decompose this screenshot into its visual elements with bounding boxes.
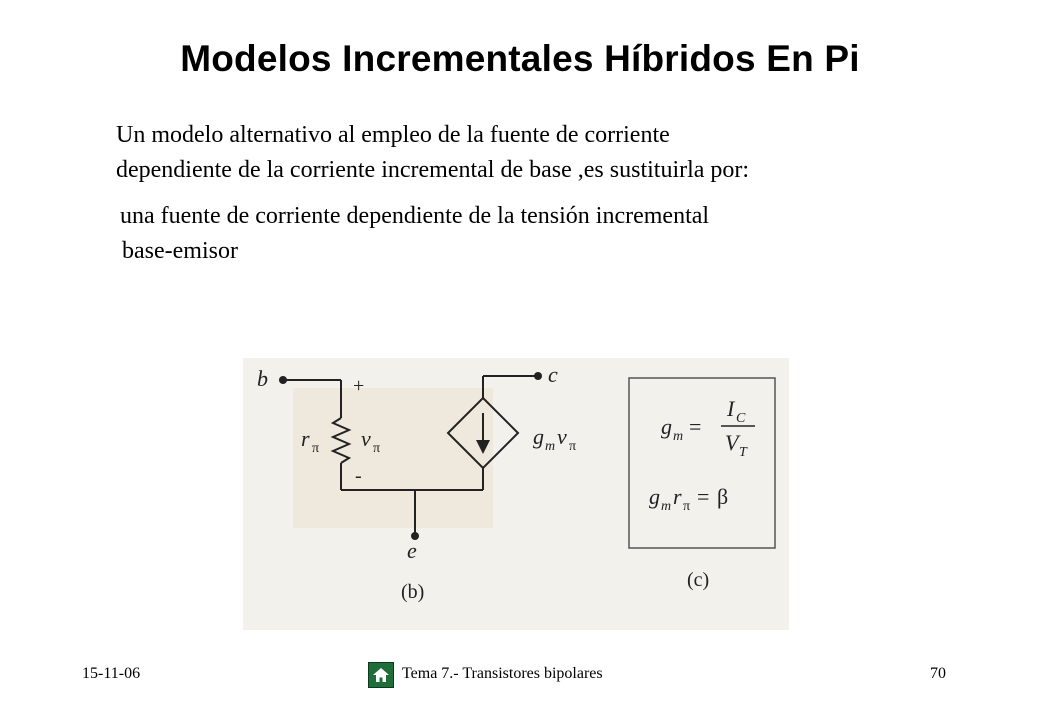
formula1-ic-sub: C <box>736 411 746 426</box>
home-button[interactable] <box>368 662 394 688</box>
formula2-beta: β <box>717 484 729 509</box>
formula1-vt-sub: T <box>739 445 747 460</box>
footer-title: Tema 7.- Transistores bipolares <box>402 665 603 682</box>
formula1-gm: g <box>661 414 672 439</box>
panel-label-b: (b) <box>401 581 425 603</box>
panel-label-c: (c) <box>687 569 710 591</box>
formula1-vt: V <box>725 430 739 455</box>
label-gm: g <box>533 424 544 449</box>
page-number: 70 <box>930 665 946 682</box>
label-gm-v: v <box>557 424 567 449</box>
formula2-gm: g <box>649 484 660 509</box>
paragraph-line-2: dependiente de la corriente incremental de base ,es sustituirla por: <box>116 157 750 183</box>
label-c: c <box>548 362 558 387</box>
scan-smudge <box>293 388 493 528</box>
terminal-b <box>279 376 287 384</box>
hybrid-pi-figure <box>243 358 789 630</box>
terminal-c <box>534 372 542 380</box>
label-gm-sub: m <box>545 439 556 454</box>
paragraph-line-3: una fuente de corriente dependiente de la tensión incremental <box>120 203 710 229</box>
home-icon <box>369 663 393 687</box>
label-gm-v-sub: π <box>569 439 577 454</box>
formula2-gm-sub: m <box>661 499 672 514</box>
formula-box <box>629 378 775 548</box>
slide-title: Modelos Incrementales Híbridos En Pi <box>180 38 860 79</box>
formula2-r: r <box>673 484 682 509</box>
paragraph-line-4: base-emisor <box>122 238 238 264</box>
formula1-equals: = <box>689 414 702 439</box>
formula1-gm-sub: m <box>673 429 684 444</box>
label-v: v <box>361 426 371 451</box>
label-v-sub: π <box>373 441 381 456</box>
label-plus: + <box>353 375 365 397</box>
circuit-diagram <box>243 358 789 630</box>
formula1-ic: I <box>727 396 735 421</box>
label-r: r <box>301 426 310 451</box>
label-b: b <box>257 366 268 391</box>
formula2-r-sub: π <box>683 499 691 514</box>
label-e: e <box>407 538 417 563</box>
paragraph-line-1: Un modelo alternativo al empleo de la fuente de corriente <box>116 122 670 148</box>
label-r-sub: π <box>312 441 320 456</box>
label-minus: - <box>355 465 362 487</box>
footer-date: 15-11-06 <box>82 665 141 682</box>
formula2-equals: = <box>697 484 710 509</box>
